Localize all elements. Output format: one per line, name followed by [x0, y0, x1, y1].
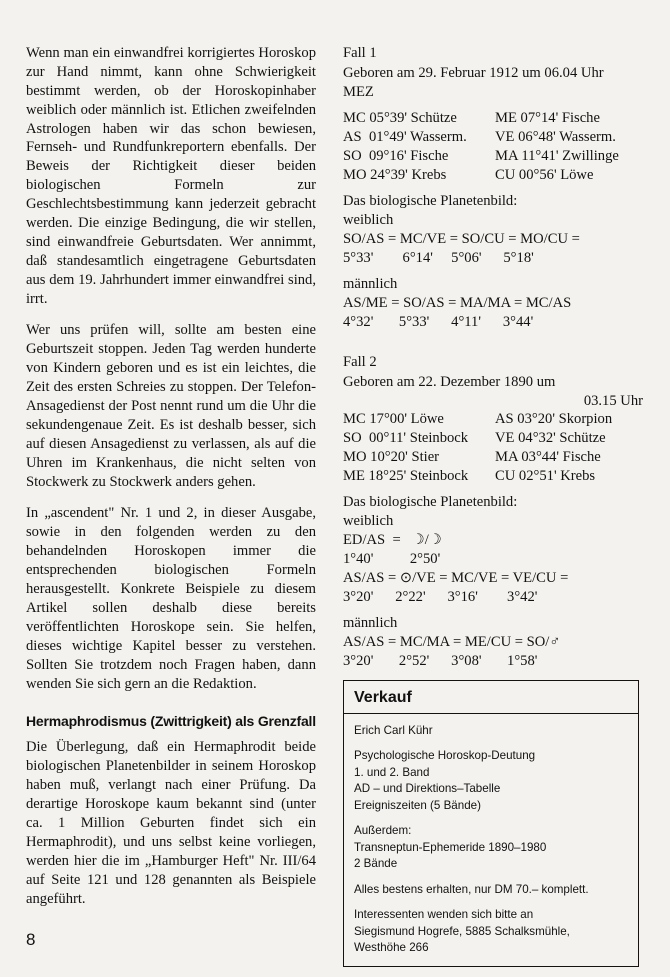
table-cell: AS 01°49' Wasserm. [343, 128, 467, 145]
table-cell: MA 11°41' Zwillinge [495, 147, 619, 164]
paragraph-4: Die Überlegung, daß ein Hermaphrodit beide biologischen Planetenbilder in seinem Horoskop haben muß, verlangt nach einer Prüfung. Da derartige Horoskope kaum bekannt sind (unter ca. 1 Million Geburten findet sich ein Hermaphrodit), und uns selbst keine vorliegen, werden hier die im „Hamburger Heft" Nr. III/64 auf Seite 121 und 128 genannten als Beispiele angeführt. [26, 739, 316, 907]
ad-extra-item: 2 Bände [354, 857, 398, 871]
table-cell: MO 24°39' Krebs [343, 166, 447, 183]
table-cell: SO 00°11' Steinbock [343, 430, 469, 447]
case-1-title: Fall 1 [343, 45, 377, 61]
case-1-male-values: 4°32' 5°33' 4°11' 3°44' [343, 313, 534, 330]
ad-extra-label: Außerdem: [354, 824, 412, 838]
table-cell: AS 03°20' Skorpion [495, 411, 613, 428]
case-1-birth-line-1: Geboren am 29. Februar 1912 um 06.04 Uhr [343, 64, 604, 81]
table-cell: ME 18°25' Steinbock [343, 468, 469, 485]
table-cell: SO 09°16' Fische [343, 147, 449, 164]
case-2-positions-table [343, 410, 643, 486]
section-heading-hermaphrodismus: Hermaphrodismus (Zwittrigkeit) als Grenzfall [26, 713, 316, 730]
case-1-positions-table [343, 109, 643, 185]
case-2-block [343, 353, 643, 672]
case-2-female-formula-2: AS/AS = ⊙/VE = MC/VE = VE/CU = [343, 570, 569, 587]
case-1-birth-line-2: MEZ [343, 83, 374, 100]
table-cell: CU 00°56' Löwe [495, 166, 594, 183]
case-2-female-label: weiblich [343, 513, 394, 530]
ad-contact-intro: Interessenten wenden sich bitte an [354, 908, 534, 922]
case-1-male-formula: AS/ME = SO/AS = MA/MA = MC/AS [343, 294, 572, 311]
case-2-female-values-2: 3°20' 2°22' 3°16' 3°42' [343, 589, 538, 606]
case-2-birth-line-1: Geboren am 22. Dezember 1890 um [343, 373, 556, 390]
table-cell: MC 05°39' Schütze [343, 109, 457, 126]
ad-item: Psychologische Horoskop-Deutung [354, 749, 536, 763]
ad-item: Ereigniszeiten (5 Bände) [354, 798, 481, 812]
case-2-male-label: männlich [343, 615, 398, 632]
table-cell: VE 04°32' Schütze [495, 430, 606, 447]
paragraph-3: In „ascendent" Nr. 1 und 2, in dieser Ausgabe, sowie in den folgenden werden zu den behandelnden Horoskopen immer die entsprechenden biologischen Formeln herausgestellt. Konkrete Beispiele zu diesem Artikel sollen deshalb diese bereits veröffentlichten Horoskope sein. Sie helfen, dieses wichtige Kapitel besser zu verstehen. Sollten Sie trotzdem noch Fragen haben, dann wenden Sie sich gern an die Redaktion. [26, 505, 316, 692]
case-2-male-formula: AS/AS = MC/MA = ME/CU = SO/♂ [343, 634, 561, 651]
ad-title: Verkauf [344, 689, 638, 714]
ad-contact-line: Westhöhe 266 [354, 940, 429, 954]
case-2-female-values-1: 1°40' 2°50' [343, 551, 441, 568]
table-cell: VE 06°48' Wasserm. [495, 128, 616, 145]
ad-condition: Alles bestens erhalten, nur DM 70.– komplett. [354, 882, 589, 896]
case-1-female-formula: SO/AS = MC/VE = SO/CU = MO/CU = [343, 230, 580, 247]
paragraph-1: Wenn man ein einwandfrei korrigiertes Horoskop zur Hand nimmt, kann ohne Schwierigkeit bestimmt werden, ob der Horoskopinhaber weiblich oder männlich ist. Etlichen zweifelnden Astrologen haben wir das schon bewiesen, Fernseh- und Rundfunkreportern ebenfalls. Der Beweis der Richtigkeit dieser beiden biologischen Formeln zur Geschlechtsbestimmung kann jederzeit gebracht werden. Die einzige Bedingung, die wir stellen, sind einwandfreie Geburtsdaten. Wer annimmt, daß standesamtlich eingetragene Geburtsdaten aus dem 19. Jahrhundert immer einwandfrei sind, irrt. [26, 45, 316, 307]
right-data-column [343, 44, 643, 680]
case-2-planetary-picture-label: Das biologische Planetenbild: [343, 494, 518, 511]
case-1-female-label: weiblich [343, 211, 394, 228]
ad-extra-item: Transneptun-Ephemeride 1890–1980 [354, 840, 547, 854]
case-1-planetary-picture-label: Das biologische Planetenbild: [343, 192, 518, 209]
case-2-male-values: 3°20' 2°52' 3°08' 1°58' [343, 653, 538, 670]
case-1-male-label: männlich [343, 275, 398, 292]
table-cell: MO 10°20' Stier [343, 449, 440, 466]
case-1-block [343, 44, 643, 332]
paragraph-2: Wer uns prüfen will, sollte am besten eine Geburtszeit stoppen. Jeden Tag werden hunderte von Kindern geboren und es ist ein leichtes, die Zeit des ersten Schreies zu stoppen. Der Telefon-Ansagedienst der Post nennt rund um die Uhr die sekundengenaue Zeit. Es ist deshalb besser, sich auf diesen Ansagedienst zu verlassen, als auf die Uhren im Krankenhaus, die nicht selten von Stockwerk zu Stockwerk anders gehen. [26, 322, 316, 490]
case-2-title: Fall 2 [343, 353, 377, 370]
case-1-female-values: 5°33' 6°14' 5°06' 5°18' [343, 249, 534, 266]
advertisement-box [343, 680, 639, 967]
ad-contact-line: Siegismund Hogrefe, 5885 Schalksmühle, [354, 924, 570, 938]
table-cell: ME 07°14' Fische [495, 109, 600, 126]
ad-item: AD – und Direktions–Tabelle [354, 782, 501, 796]
page-number: 8 [26, 930, 36, 949]
case-2-birth-line-2: 03.15 Uhr [583, 392, 643, 409]
case-2-female-formula-1: ED/AS = ☽/☽ [343, 532, 442, 549]
ad-item: 1. und 2. Band [354, 765, 430, 779]
left-text-column [26, 44, 316, 908]
table-cell: CU 02°51' Krebs [495, 468, 596, 485]
table-cell: MC 17°00' Löwe [343, 411, 444, 428]
ad-author: Erich Carl Kühr [354, 724, 433, 737]
table-cell: MA 03°44' Fische [495, 449, 601, 466]
